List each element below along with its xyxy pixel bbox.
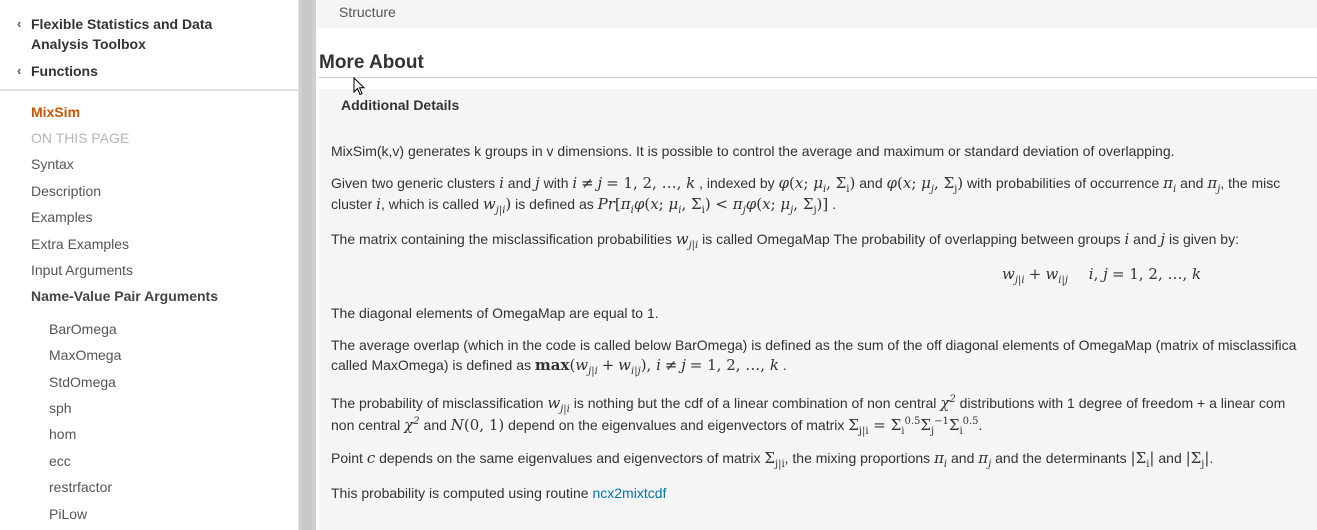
toolbox-breadcrumb-link[interactable]: [17, 14, 247, 54]
text: Point: [331, 450, 363, 466]
text: cluster: [331, 196, 373, 212]
paragraph-clusters-line2: cluster i, which is called $w_{j|i}$) is defined as $Pr[\pi_i\varphi(x$; $\mu_i$, $\Sigma_i) < \pi_j\varphi(x$; $\mu_j$, $\Sigma_j$)] .: [331, 195, 837, 216]
text: Given two generic clusters: [331, 175, 496, 191]
resize-grip: [302, 0, 312, 530]
ncx2mixtcdf-link[interactable]: ncx2mixtcdf: [592, 485, 667, 501]
text: and: [423, 417, 447, 433]
sidebar-subitem-sph[interactable]: sph: [49, 400, 72, 416]
mouse-pointer-icon: [353, 77, 367, 97]
text: non central: [331, 417, 401, 433]
sidebar-subitem-maxomega[interactable]: MaxOmega: [49, 347, 122, 363]
text: with: [543, 175, 569, 191]
paragraph-probability: The probability of misclassification $w_{j|i}$ is nothing but the cdf of a linear combination of non central $\chi^2$ distributions with 1 degree of freedom + a linear com: [331, 394, 1286, 415]
chevron-left-icon: ‹: [17, 16, 22, 31]
diagonal-text: The diagonal elements of OmegaMap are equal to 1.: [331, 305, 659, 321]
text: and: [1133, 231, 1157, 247]
text: and: [1158, 450, 1182, 466]
sidebar-subitem-stdomega[interactable]: StdOmega: [49, 374, 116, 390]
paragraph-clusters: Given two generic clusters i and j with i ≠ j = 1, 2, …, k , indexed by φ(x; $\mu_i$, $\Sigma_i$) and φ(x; $\mu_j$, $\Sigma_j$) with probabilities of occurrence $\pi_i$ and $\pi_j$, the misc: [331, 174, 1281, 195]
intro-text: MixSim(k,v) generates k groups in v dimensions. It is possible to control the average and maximum or standard deviation of overlapping.: [331, 143, 1175, 159]
current-page-item[interactable]: MixSim: [31, 104, 81, 120]
text: , the mixing proportions: [784, 450, 931, 466]
text: The average overlap (which in the code is called below BarOmega) is defined as the sum of the off diagonal elements of OmegaMap (matrix of misclassifica: [331, 337, 1297, 353]
sidebar-item-extra-examples[interactable]: Extra Examples: [31, 236, 130, 252]
text: and: [1180, 175, 1204, 191]
on-this-page-label: ON THIS PAGE: [31, 130, 130, 146]
additional-details-panel: [319, 89, 1317, 530]
text: is called OmegaMap The probability of overlapping between groups: [702, 231, 1121, 247]
text: called MaxOmega) is defined as: [331, 357, 531, 373]
toolbox-link-label: Flexible Statistics and Data Analysis Toolbox: [31, 16, 213, 52]
text: distributions with 1 degree of freedom + a linear com: [959, 395, 1286, 411]
text: The probability of misclassification: [331, 395, 544, 411]
sidebar-resize-handle[interactable]: [298, 0, 316, 530]
text: The matrix containing the misclassification probabilities: [331, 231, 672, 247]
sidebar-item-name-value-pair-arguments[interactable]: Name-Value Pair Arguments: [31, 288, 218, 304]
paragraph-intro: [331, 141, 1175, 161]
sidebar-subitem-hom[interactable]: hom: [49, 426, 77, 442]
structure-label: Structure: [339, 4, 396, 20]
sidebar-subitem-ecc[interactable]: ecc: [49, 453, 71, 469]
text: and: [859, 175, 883, 191]
paragraph-omegamap: The matrix containing the misclassification probabilities $w_{j|i}$ is called OmegaMap The probability of overlapping between groups i and j is given by:: [331, 230, 1239, 251]
text: is defined as: [515, 196, 594, 212]
text: This probability is computed using routine: [331, 485, 589, 501]
sidebar-divider: [0, 89, 298, 91]
sidebar-item-input-arguments[interactable]: Input Arguments: [31, 262, 133, 278]
text: is nothing but the cdf of a linear combination of non central: [573, 395, 937, 411]
text: with probabilities of occurrence: [967, 175, 1160, 191]
text: and: [951, 450, 975, 466]
functions-breadcrumb-link[interactable]: [17, 61, 98, 81]
text: , which is called: [380, 196, 479, 212]
section-heading: More About: [319, 52, 424, 73]
main-content: [317, 0, 1317, 530]
heading-rule: [319, 77, 1317, 78]
paragraph-routine: [331, 483, 666, 503]
sidebar-subitem-restrfactor[interactable]: restrfactor: [49, 479, 113, 495]
structure-row: [317, 0, 1317, 28]
functions-link-label: Functions: [31, 63, 98, 79]
paragraph-probability-line2: non central $\chi^2$ and N(0, 1) depend on the eigenvalues and eigenvectors of matrix $\Sigma_{j|i} = \Sigma_i^{0.5}\Sigma_j^{-1}\Sigma_i^{0.5}$.: [331, 416, 983, 437]
text: depends on the same eigenvalues and eigenvectors of matrix: [379, 450, 761, 466]
sidebar-subitem-pilow[interactable]: PiLow: [49, 506, 88, 522]
text: is given by:: [1168, 231, 1239, 247]
text: and: [507, 175, 532, 191]
sidebar: [0, 0, 298, 530]
panel-title[interactable]: Additional Details: [341, 97, 460, 113]
text: , indexed by: [699, 175, 775, 191]
chevron-left-icon: ‹: [17, 63, 22, 78]
paragraph-average-overlap: [331, 335, 1296, 355]
sidebar-item-syntax[interactable]: Syntax: [31, 156, 74, 172]
text: depend on the eigenvalues and eigenvectors of matrix: [508, 417, 845, 433]
text: and the determinants: [995, 450, 1127, 466]
paragraph-diagonal: [331, 303, 659, 323]
sidebar-subitem-baromega[interactable]: BarOmega: [49, 321, 117, 337]
sidebar-item-description[interactable]: Description: [31, 183, 102, 199]
paragraph-average-overlap-line2: called MaxOmega) is defined as $\max(w_{j|i} + w_{i|j})$, i ≠ j = 1, 2, …, k .: [331, 356, 787, 377]
sidebar-item-examples[interactable]: Examples: [31, 209, 93, 225]
text: , the misc: [1220, 175, 1281, 191]
overlap-formula: $w_{j|i} + w_{i|j}$ i, j = 1, 2, …, k: [1002, 265, 1202, 286]
paragraph-point-c: Point c depends on the same eigenvalues and eigenvectors of matrix $\Sigma_{j|i}$, the mixing proportions $\pi_i$ and $\pi_j$ and the determinants $|\Sigma_i|$ and $|\Sigma_j|$.: [331, 449, 1214, 470]
